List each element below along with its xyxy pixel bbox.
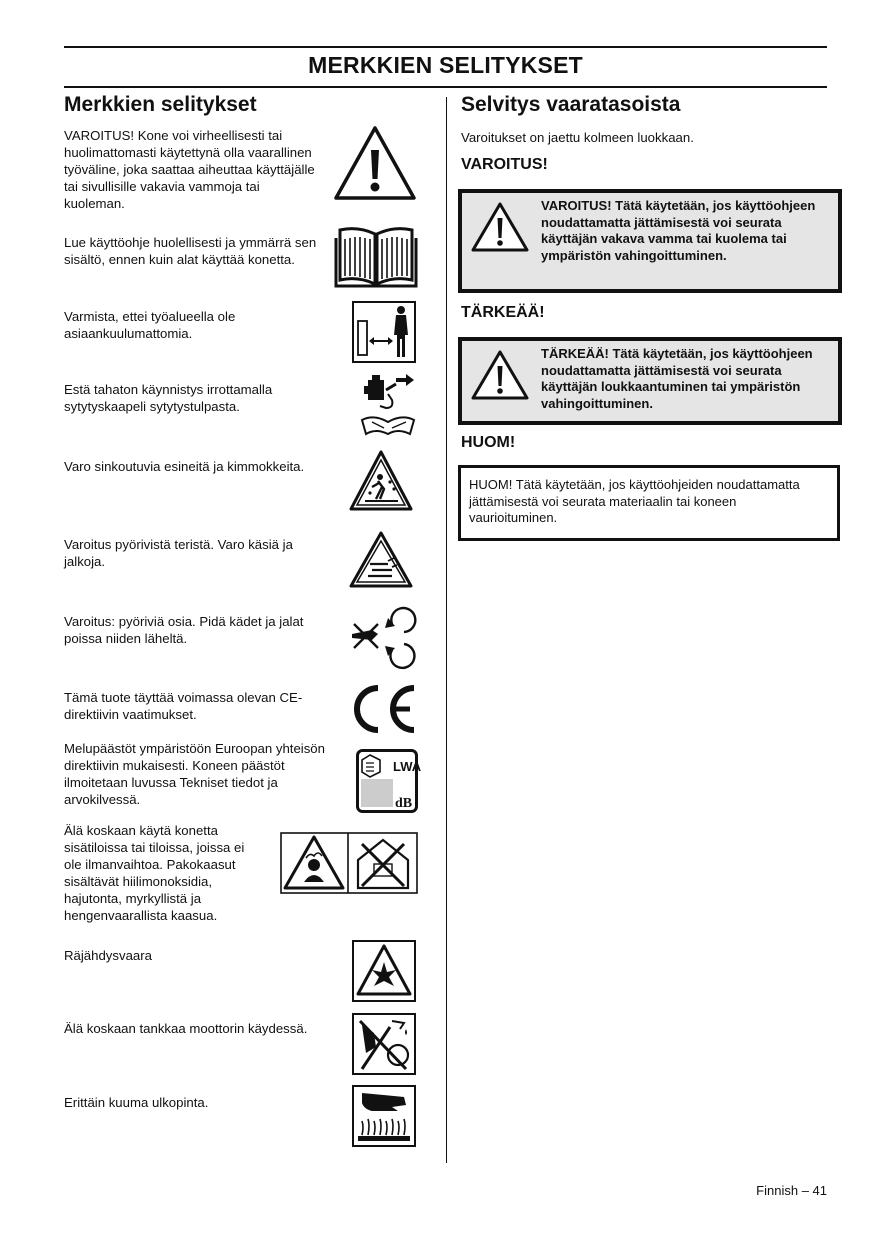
symbol-text: Erittäin kuuma ulkopinta. [64,1095,209,1110]
rotating-parts-icon [348,604,418,670]
warning-text: VAROITUS! Tätä käytetään, jos käyttöohjeen noudattamatta jättämisestä voi seurata käyttäjän vakava vamma tai kuolema tai ympäristön vahingoittuminen. [541,198,816,263]
symbol-text: Räjähdysvaara [64,948,152,963]
noise-emission-icon [356,749,422,813]
note-text: HUOM! Tätä käytetään, jos käyttöohjeiden noudattamatta jättämisestä voi seurata materiaalin tai koneen vaurioituminen. [469,477,800,525]
hot-surface-icon [352,1085,416,1147]
thrown-objects-icon [348,449,414,513]
lwa-label: LWA [393,759,422,774]
no-indoor-use-icon [280,832,418,894]
symbol-text: Lue käyttöohje huolellisesti ja ymmärrä sen sisältö, ennen kuin alat käyttää konetta. [64,235,317,267]
symbol-text: VAROITUS! Kone voi virheellisesti tai huolimattomasti käytettynä olla vaarallinen työväline, joka saattaa aiheuttaa käyttäjälle tai sivullisille vakavia vammoja tai kuoleman. [64,128,315,211]
top-rule [64,46,827,48]
keep-distance-icon [352,301,416,363]
symbol-text: Varoitus pyörivistä teristä. Varo käsiä ja jalkoja. [64,537,293,569]
symbol-text: Varmista, ettei työalueella ole asiaankuulumattomia. [64,309,236,341]
db-label: dB [395,796,413,811]
spark-plug-disconnect-icon [358,372,418,438]
intro-text: Varoitukset on jaettu kolmeen luokkaan. [461,130,694,145]
symbol-text: Melupäästöt ympäristöön Euroopan yhteisön direktiivin mukaisesti. Koneen päästöt ilmoitetaan luvussa Tekniset tiedot ja arvokilvessä. [64,741,325,807]
page-title: MERKKIEN SELITYKSET [308,52,583,78]
symbol-text: Estä tahaton käynnistys irrottamalla sytytyskaapeli sytytystulpasta. [64,382,273,414]
page-number: Finnish – 41 [756,1183,827,1198]
open-book-icon [334,226,418,288]
important-box [458,337,842,425]
symbol-text: Älä koskaan käytä konetta sisätiloissa tai tiloissa, joissa ei ole ilmanvaihtoa. Pakokaasut sisältävät hiilimonoksidia, hajutonta, myrkyllistä ja hengenvaarallista kaasua. [64,823,245,923]
symbol-text: Älä koskaan tankkaa moottorin käydessä. [64,1021,308,1036]
right-heading: Selvitys vaaratasoista [461,93,681,116]
ce-mark-icon [344,680,420,738]
warning-level-title: VAROITUS! [461,156,548,173]
important-level-title: TÄRKEÄÄ! [461,304,545,321]
symbol-text: Varoitus: pyöriviä osia. Pidä kädet ja jalat poissa niiden läheltä. [64,614,304,646]
rotating-blades-icon [348,530,414,590]
warning-triangle-icon [332,124,418,202]
important-text: TÄRKEÄÄ! Tätä käytetään, jos käyttöohjeen noudattamatta jättämisestä voi seurata käyttäjän loukkaantuminen tai ympäristön vahingoittuminen. [541,346,813,411]
explosion-hazard-icon [352,940,416,1002]
title-rule [64,86,827,88]
left-heading: Merkkien selitykset [64,93,257,116]
warning-box [458,189,842,293]
column-divider [446,97,447,1163]
note-level-title: HUOM! [461,434,516,451]
warning-triangle-icon [470,349,530,406]
no-refuel-running-icon [352,1013,416,1075]
note-box [458,465,840,541]
symbol-text: Tämä tuote täyttää voimassa olevan CE-direktiivin vaatimukset. [64,690,303,722]
symbol-text: Varo sinkoutuvia esineitä ja kimmokkeita. [64,459,305,474]
warning-triangle-icon [470,201,530,258]
